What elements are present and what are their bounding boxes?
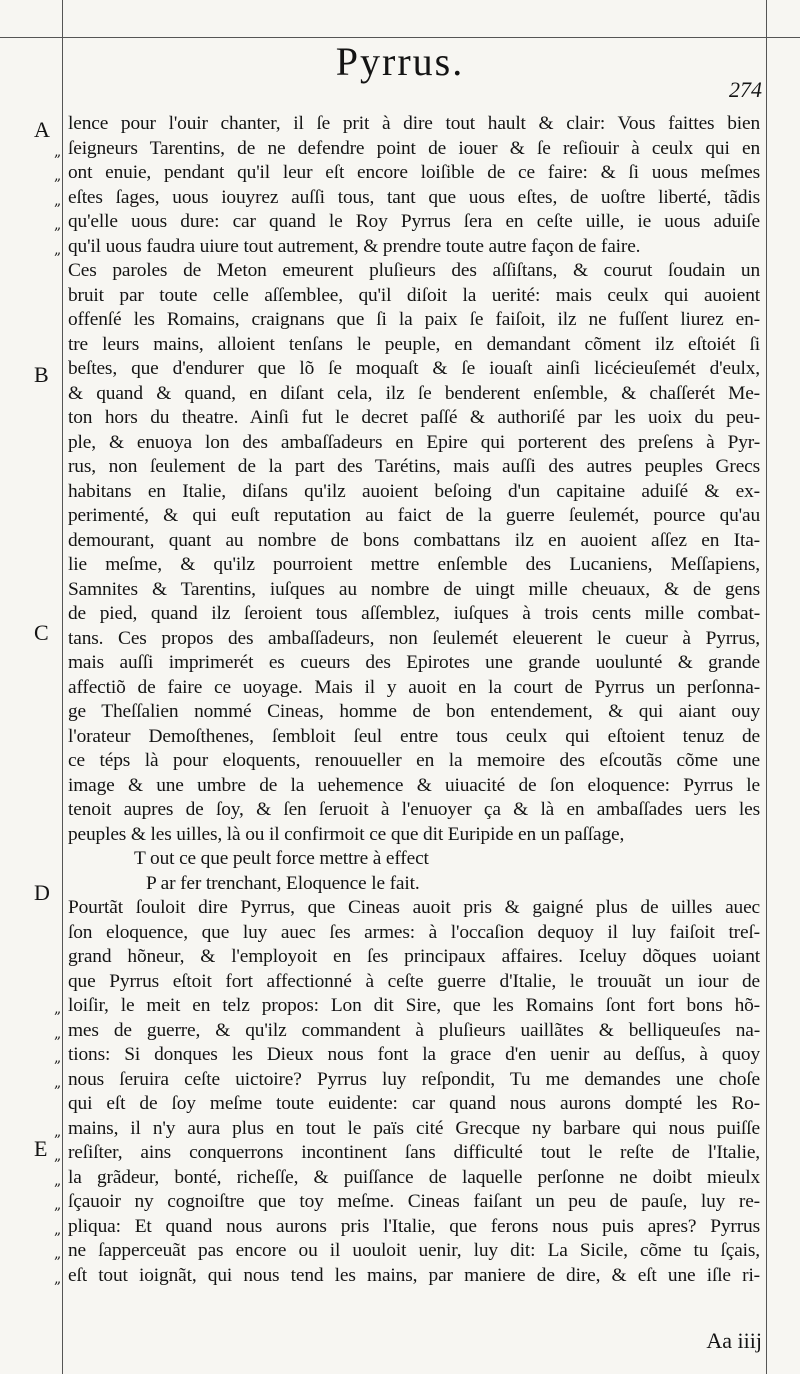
margin-rule [62,0,63,1374]
text-line: mains, il n'y aura plus en tout le païs cité Grecque ny barbare qui nous puiſſe [68,1117,760,1139]
text-line: lie meſme, & qu'ilz pourroient mettre enſemble des Lucaniens, Meſſapiens, [68,554,760,575]
signature-mark: Aa iiij [706,1328,762,1353]
margin-letter-d: D [34,880,50,905]
text-line: bruit par toute celle aſſemblee, qu'il diſoit la uerité: mais ceulx qui auoient [68,284,760,306]
text-line: Samnites & Tarentins, iuſques au nombre de uingt mille cheuaux, & de gens [68,578,760,600]
text-line: loiſir, le meit en telz propos: Lon dit Sire, que les Romains ſont fort bons hõ- [68,995,760,1016]
text-line: la grãdeur, bonté, richeſſe, & puiſſance de laquelle perſonne ne doibt mieulx [68,1166,760,1188]
text-line: tions: Si donques les Dieux nous font la grace d'en uenir au deſſus, à quoy [68,1044,760,1065]
text-line: eſtes ſages, uous iouyrez auſſi tous, tant que uous eſtes, de uoſtre liberté, tãdis [68,186,760,208]
quote-mark: „ [54,1172,62,1189]
text-line: qu'il uous faudra uiure tout autrement, & prendre toute autre façon de faire. [68,235,641,257]
text-line: eſt tout ioignãt, qui nous tend les mains, par maniere de dire, & eſt une iſle ri- [68,1264,760,1286]
text-line: ont enuie, pendant qu'il leur eſt encore loiſible de ce faire: & ſi uous meſmes [68,162,760,183]
quote-mark: „ [54,241,62,258]
running-title: Pyrrus. [335,39,465,84]
text-line: de pied, quand ilz ſeroient tous aſſemblez, iuſques à trois cents mille combat- [68,603,760,624]
text-line: & quand & quand, en diſant cela, ilz ſe benderent enſemble, & chaſſerét Me- [68,382,760,404]
quote-mark: „ [54,217,62,233]
text-line: lence pour l'ouir chanter, il ſe prit à dire tout hault & clair: Vous faittes bien [68,113,760,134]
quote-mark: „ [54,1123,62,1140]
text-line: ſeigneurs Tarentins, de ne defendre point de iouer & ſe reſiouir à ceulx qui en [68,137,760,159]
margin-letter-a: A [34,117,50,142]
text-line: offenſé les Romains, craignans que ſi la paix ſe faiſoit, ilz ne fuſſent liurez en- [68,309,760,330]
text-line: ton hors du theatre. Ainſi fut le decret paſſé & authoriſé par les uoix du peu- [68,407,760,428]
text-line: ce téps là pour eloquents, renouueller en la memoire des eſcoutãs cõme une [68,750,760,771]
quote-mark: „ [54,1001,62,1017]
text-line: ſon eloquence, que luy auec ſes armes: à l'occaſion dequoy il luy faiſoit treſ- [68,921,760,943]
text-line: Pourtãt ſouloit dire Pyrrus, que Cineas auoit pris & gaigné plus de uilles auec [68,897,760,918]
text-line: mes de guerre, & qu'ilz commandent à pluſieurs uaillãtes & belliqueuſes na- [68,1019,760,1041]
text-line: peuples & les uilles, là ou il confirmoit ce que dit Euripide en un paſſage, [68,823,625,845]
quote-mark: „ [54,143,62,160]
quote-mark: „ [54,1025,62,1042]
text-line: tenoit aupres de ſoy, & ſen ſeruoit à l'enuoyer ça & là en ambaſſades uers les [68,799,760,820]
verse-line: T out ce que peult force mettre à effect [134,848,429,869]
text-line: habitans en Italie, diſans qu'ilz auoient beſoing d'un capitaine aduiſé & ex- [68,480,760,502]
text-line: beſtes, que d'endurer que lõ ſe moquaſt & ſe iouaſt ainſi licécieuſemét d'eulx, [68,358,760,379]
text-line: rus, non ſeulement de la part des Tarétins, mais auſſi des autres peuples Grecs [68,456,760,477]
quote-mark: „ [54,1270,62,1287]
bleed-through-shadow [770,856,798,916]
text-line: tans. Ces propos des ambaſſadeurs, non ſeulemét eleuerent le cueur à Pyrrus, [68,627,760,649]
text-line: ple, & enuoya lon des ambaſſadeurs en Epire qui porterent des preſens à Pyr- [68,431,760,453]
text-line: ge Theſſalien nommé Cineas, homme de bon entendement, & qui aiant ouy [68,701,760,722]
verse-line: P ar fer trenchant, Eloquence le fait. [146,872,420,894]
text-line: ne ſapperceuãt pas encore ou il uouloit uenir, luy dit: La Sicile, cõme tu ſçais, [68,1240,760,1261]
body-text [68,112,760,1288]
quote-mark: „ [54,1050,62,1066]
quote-mark: „ [54,1148,62,1164]
text-line: image & une umbre de la uehemence & uiuacité de ſon eloquence: Pyrrus le [68,774,760,796]
quote-mark: „ [54,1074,62,1091]
quote-mark: „ [54,1246,62,1262]
margin-letter-b: B [34,362,49,387]
text-line: grand hõneur, & l'employoit en ſes principaux affaires. Iceluy dõques uoiant [68,946,760,967]
margin-letter-c: C [34,620,49,645]
quote-mark: „ [54,168,62,184]
right-rule [766,0,767,1374]
page-number: 274 [729,77,762,102]
margin-letter-e: E [34,1136,48,1161]
quote-mark: „ [54,1197,62,1213]
quote-mark: „ [54,192,62,209]
quote-mark: „ [54,1221,62,1238]
text-line: mais auſſi imprimerét es cueurs des Epirotes une grande uoulunté & grande [68,652,760,673]
text-line: perimenté, & qui euſt reputation au faict de la guerre ſeulemét, pource qu'au [68,505,760,526]
text-line: ſçauoir ny cognoiſtre que toy meſme. Cineas faiſant un peu de pauſe, luy re- [68,1191,760,1212]
text-line: nous ſeruira ceſte uictoire? Pyrrus luy reſpondit, Tu me demandes une choſe [68,1068,760,1090]
text-line: reſiſter, ains conquerrons incontinent ſans difficulté tout le reſte de l'Italie, [68,1142,760,1163]
text-line: que Pyrrus eſtoit fort affectionné à ceſte guerre d'Italie, le trouuãt un iour de [68,970,760,992]
text-line: pliqua: Et quand nous aurons pris l'Italie, que ferons nous puis apres? Pyrrus [68,1215,760,1237]
text-line: affectiõ de faire ce uoyage. Mais il y auoit en la court de Pyrrus un perſonna- [68,676,760,698]
text-line: qui eſt de ſoy meſme toute euidente: car quand nous aurons dompté les Ro- [68,1093,760,1114]
text-line: demourant, quant au nombre de bons combattans ilz en auoient aſſez en Ita- [68,529,760,551]
text-line: tre leurs mains, alloient tenſans le peuple, en demandant cõment ilz eſtoiét ſi [68,333,760,355]
text-line: l'orateur Demoſthenes, ſembloit ſeul entre tous ceulx qui eſtoient tenuz de [68,725,760,747]
text-line: qu'elle uous dure: car quand le Roy Pyrrus ſera en ceſte uille, ie uous aduiſe [68,211,760,232]
text-line: Ces paroles de Meton emeurent pluſieurs des aſſiſtans, & courut ſoudain un [68,260,760,281]
